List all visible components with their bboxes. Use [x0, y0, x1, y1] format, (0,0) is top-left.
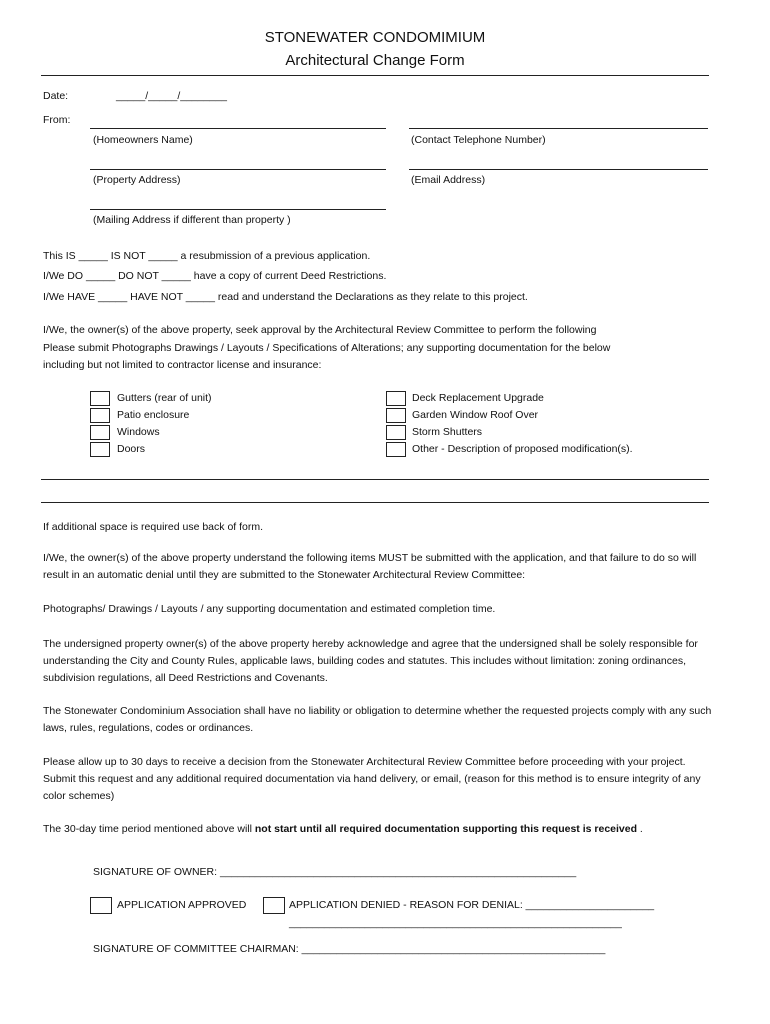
- checkbox-application-approved[interactable]: [90, 897, 112, 914]
- checkbox-patio-enclosure[interactable]: [90, 408, 110, 423]
- application-denied-field[interactable]: APPLICATION DENIED - REASON FOR DENIAL: ______________________: [289, 899, 655, 911]
- description-line-2[interactable]: [41, 502, 709, 503]
- description-line-1[interactable]: [41, 479, 709, 480]
- option-gutters: Gutters (rear of unit): [117, 392, 212, 404]
- denial-reason-line2[interactable]: _________________________________________________________: [289, 917, 622, 929]
- acknowledge-paragraph: The undersigned property owner(s) of the above property hereby acknowledge and agree that the undersigned shall be solely responsible for understanding the City and County Rules, applicable laws, building codes and statutes. This includes without limitation: zoning ordinances, subdivision regulations, all Deed Restrictions and Covenants.: [43, 638, 698, 684]
- checkbox-doors[interactable]: [90, 442, 110, 457]
- date-field[interactable]: _____/_____/________: [116, 90, 227, 102]
- form-title: STONEWATER CONDOMIMIUM: [264, 29, 486, 46]
- header-divider: [41, 75, 709, 76]
- from-label: From:: [43, 114, 71, 126]
- checkbox-storm-shutters[interactable]: [386, 425, 406, 440]
- declarations-statement: I/We HAVE _____ HAVE NOT _____ read and understand the Declarations as they relate to this project.: [43, 291, 528, 303]
- photographs-paragraph: Photographs/ Drawings / Layouts / any supporting documentation and estimated completion time.: [43, 603, 496, 615]
- contact-phone-caption: (Contact Telephone Number): [411, 134, 546, 146]
- mailing-address-caption: (Mailing Address if different than property ): [93, 214, 291, 226]
- deed-restrictions-statement: I/We DO _____ DO NOT _____ have a copy of current Deed Restrictions.: [43, 270, 387, 282]
- approval-request-line3: including but not limited to contractor license and insurance:: [43, 359, 322, 371]
- checkbox-application-denied[interactable]: [263, 897, 285, 914]
- property-address-caption: (Property Address): [93, 174, 181, 186]
- email-address-line[interactable]: [409, 169, 708, 170]
- owner-signature-field[interactable]: SIGNATURE OF OWNER: _____________________________________________________________: [93, 866, 577, 878]
- date-label: Date:: [43, 90, 69, 102]
- checkbox-windows[interactable]: [90, 425, 110, 440]
- approval-request-line2: Please submit Photographs Drawings / Layouts / Specifications of Alterations; any supporting documentation for the below: [43, 342, 611, 354]
- mailing-address-line[interactable]: [90, 209, 386, 210]
- option-other: Other - Description of proposed modification(s).: [412, 443, 633, 455]
- checkbox-other[interactable]: [386, 442, 406, 457]
- contact-phone-line[interactable]: [409, 128, 708, 129]
- allow-days-paragraph: Please allow up to 30 days to receive a decision from the Stonewater Architectural Review Committee before proceeding with your project. Submit this request and any additional required documentation via hand delivery, or email, (reason for this method is to ensure integrity of any color schemes): [43, 756, 701, 802]
- option-deck-replacement: Deck Replacement Upgrade: [412, 392, 544, 404]
- additional-space-note: If additional space is required use back of form.: [43, 521, 264, 533]
- checkbox-garden-window[interactable]: [386, 408, 406, 423]
- liability-paragraph: The Stonewater Condominium Association shall have no liability or obligation to determine whether the requested projects comply with any such laws, rules, regulations, codes or ordinances.: [43, 705, 712, 734]
- must-submit-paragraph: I/We, the owner(s) of the above property understand the following items MUST be submitted with the application, and that failure to do so will result in an automatic denial until they are submitted to the Stonewater Architectural Review Committee:: [43, 552, 697, 581]
- checkbox-deck-replacement[interactable]: [386, 391, 406, 406]
- form-subtitle: Architectural Change Form: [285, 52, 465, 69]
- option-patio-enclosure: Patio enclosure: [117, 409, 190, 421]
- option-storm-shutters: Storm Shutters: [412, 426, 483, 438]
- approval-request-line1: I/We, the owner(s) of the above property, seek approval by the Architectural Review Committee to perform the following: [43, 324, 597, 336]
- homeowners-name-caption: (Homeowners Name): [93, 134, 193, 146]
- option-windows: Windows: [117, 426, 160, 438]
- option-garden-window: Garden Window Roof Over: [412, 409, 539, 421]
- resubmission-statement: This IS _____ IS NOT _____ a resubmission of a previous application.: [43, 250, 371, 262]
- option-doors: Doors: [117, 443, 146, 455]
- time-period-suffix: .: [637, 823, 643, 835]
- time-period-bold: not start until all required documentation supporting this request is received: [254, 823, 638, 835]
- application-approved-label: APPLICATION APPROVED: [117, 899, 247, 911]
- checkbox-gutters[interactable]: [90, 391, 110, 406]
- time-period-prefix: The 30-day time period mentioned above will: [43, 823, 255, 835]
- email-address-caption: (Email Address): [411, 174, 486, 186]
- time-period-paragraph: [43, 823, 643, 835]
- property-address-line[interactable]: [90, 169, 386, 170]
- chairman-signature-field[interactable]: SIGNATURE OF COMMITTEE CHAIRMAN: ____________________________________________________: [93, 943, 606, 955]
- homeowners-name-line[interactable]: [90, 128, 386, 129]
